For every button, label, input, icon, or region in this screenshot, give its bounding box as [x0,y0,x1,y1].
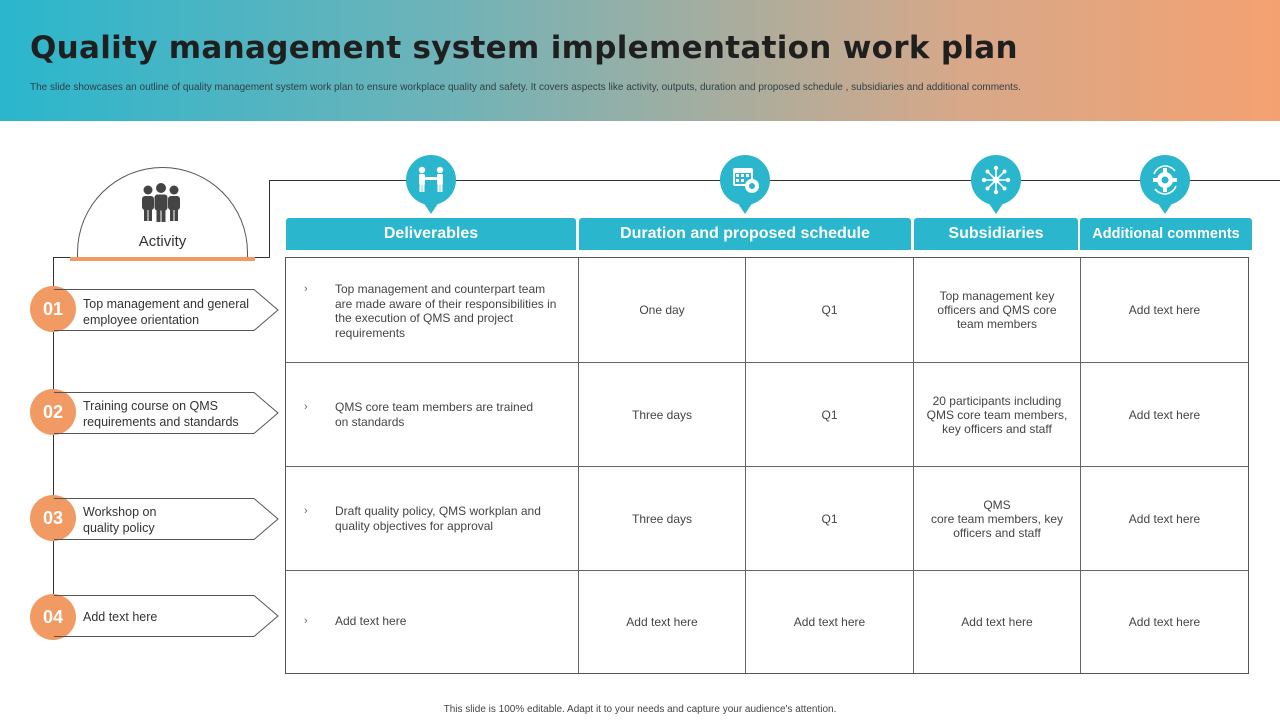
subsidiaries-cell: Add text here [961,615,1033,629]
subsidiaries-cell: QMS core team members, key officers and staff [930,497,1064,540]
connector-line [53,257,71,258]
network-icon [970,154,1022,216]
connector-line [255,257,270,258]
schedule-cell: Q1 [821,511,838,526]
bullet-chevron-icon: › [304,615,308,627]
activity-label-row: Training course on QMS requirements and standards [83,399,239,429]
bullet-chevron-icon: › [304,401,308,413]
column-header-subsidiaries: Subsidiaries [914,218,1078,250]
comments-cell: Add text here [1128,615,1201,629]
comments-cell: Add text here [1128,511,1201,526]
column-header-duration: Duration and proposed schedule [579,218,911,250]
comments-cell: Add text here [1128,407,1201,422]
duration-cell: Three days [631,511,693,526]
subsidiaries-cell: 20 participants including QMS core team members, key officers and staff [926,393,1068,436]
page-title: Quality management system implementation work plan [30,30,1018,66]
subsidiaries-cell: Top management key officers and QMS core team members [937,289,1057,331]
bullet-chevron-icon: › [304,283,308,295]
handshake-icon [405,154,457,216]
page-subtitle: The slide showcases an outline of quality management system work plan to ensure workplace quality and safety. It covers aspects like activity, outputs, duration and proposed schedule , subsidiaries and additional comments. [30,82,1021,93]
duration-cell: Add text here [626,615,698,629]
schedule-cell: Q1 [821,407,838,422]
column-header-comments: Additional comments [1080,218,1252,250]
activity-label-row: Workshop on quality policy [83,505,157,535]
row-number-badge: 01 [30,286,76,332]
gear-cycle-icon [1139,154,1191,216]
activity-label-row: Top management and general employee orientation [83,297,250,327]
calendar-gear-icon [719,154,771,216]
deliverable-cell: Top management and counterpart team are made aware of their responsibilities in the execution of QMS and project requirements [335,282,557,340]
row-number-badge: 02 [30,389,76,435]
schedule-cell: Q1 [821,303,838,317]
work-plan-table [285,257,1249,674]
connector-line [269,180,270,258]
activity-label-row: Add text here [83,610,158,624]
duration-cell: Three days [631,407,693,422]
bullet-chevron-icon: › [304,505,308,517]
column-header-deliverables: Deliverables [286,218,576,250]
deliverable-cell: Add text here [335,614,407,628]
deliverable-cell: QMS core team members are trained on standards [335,400,534,429]
activity-underline [70,257,255,261]
row-number-badge: 03 [30,495,76,541]
row-number-badge: 04 [30,594,76,640]
team-icon [138,183,184,223]
activity-label: Activity [138,233,187,250]
duration-cell: One day [639,303,685,317]
deliverable-cell: Draft quality policy, QMS workplan and quality objectives for approval [335,504,541,533]
footer-note: This slide is 100% editable. Adapt it to your needs and capture your audience's attention. [443,704,837,715]
schedule-cell: Add text here [793,615,866,629]
comments-cell: Add text here [1128,303,1201,317]
